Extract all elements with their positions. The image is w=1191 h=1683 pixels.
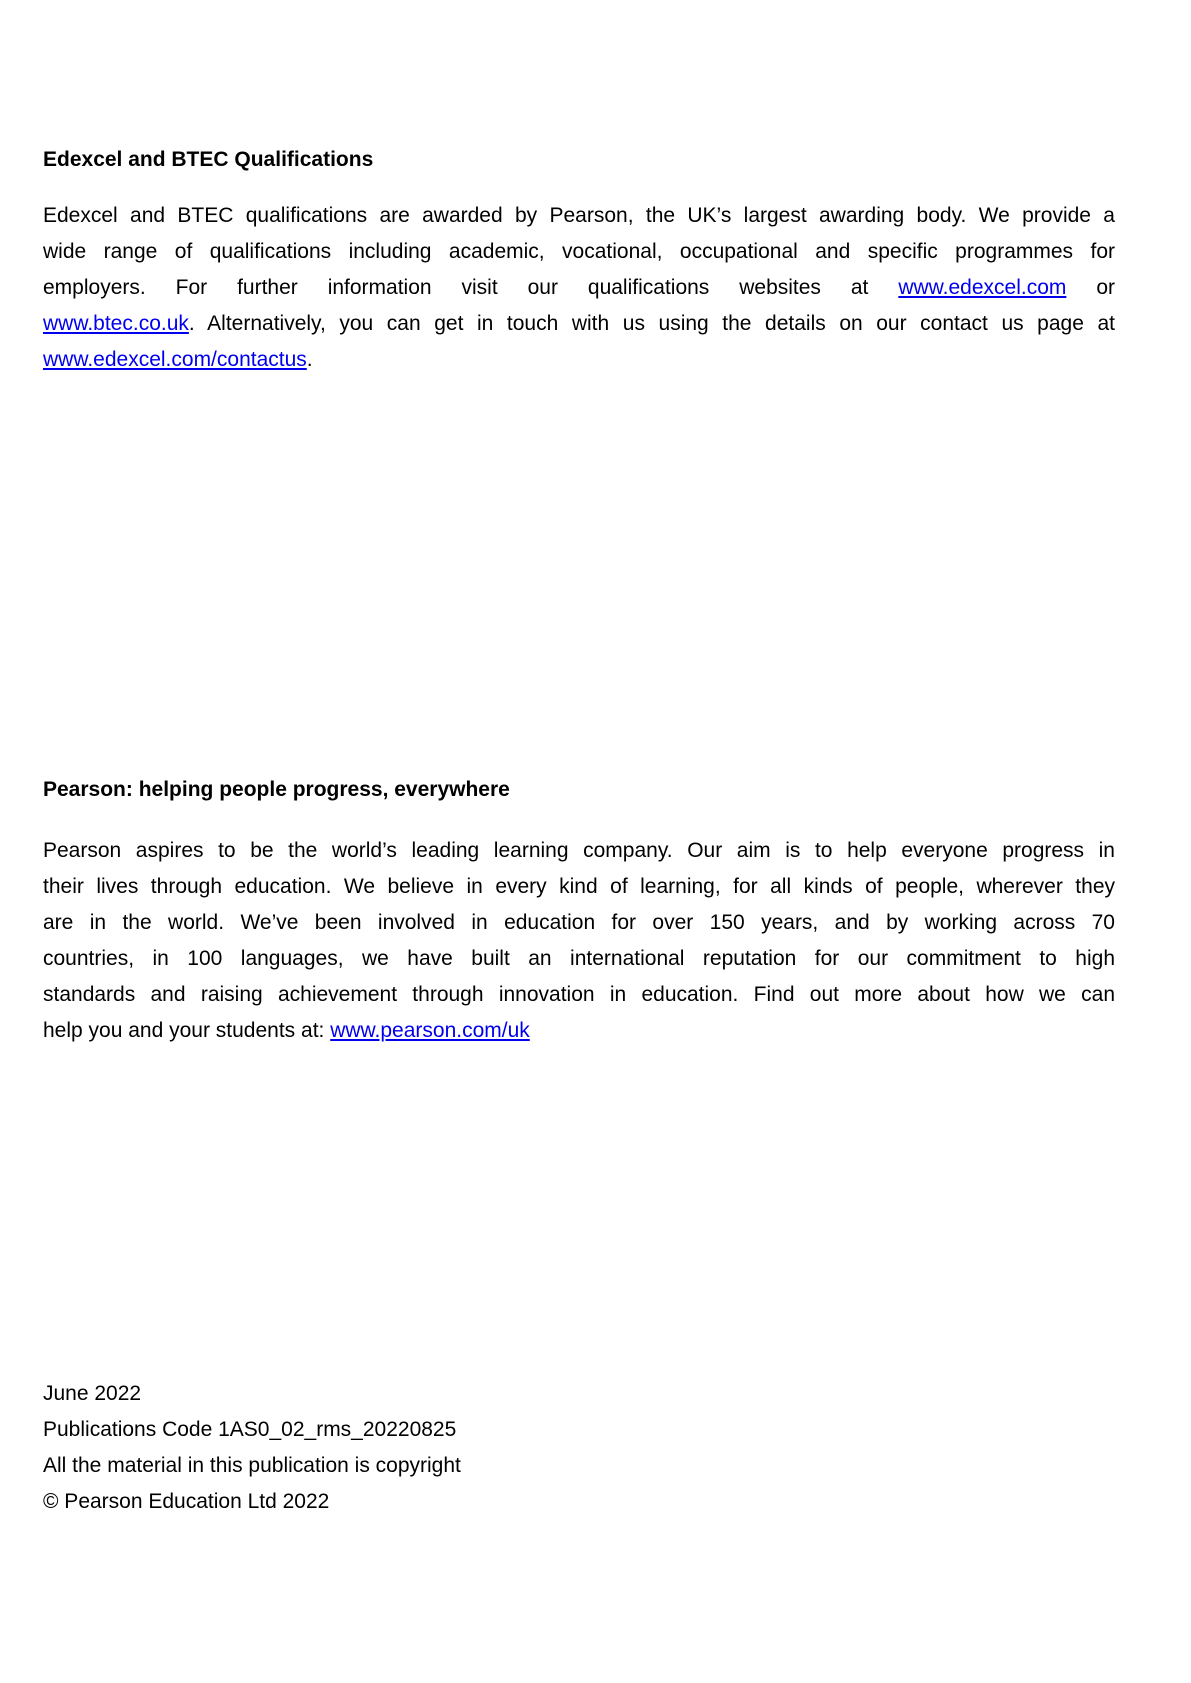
paragraph-line xyxy=(43,270,1115,306)
section-edexcel-btec xyxy=(43,142,1115,378)
section-heading: Pearson: helping people progress, everywhere xyxy=(43,778,510,801)
contactus-link[interactable]: www.edexcel.com/contactus xyxy=(43,348,307,371)
paragraph-line: Edexcel and BTEC qualifications are awarded by Pearson, the UK’s largest awarding body. We provide a xyxy=(43,204,1115,227)
copyright-note: All the material in this publication is copyright xyxy=(43,1454,461,1477)
pearson-link[interactable]: www.pearson.com/uk xyxy=(330,1019,530,1042)
text: employers. For further information visit our qualifications websites at xyxy=(43,276,899,299)
publication-code: Publications Code 1AS0_02_rms_20220825 xyxy=(43,1418,457,1441)
text: help you and your students at: xyxy=(43,1019,331,1042)
btec-link[interactable]: www.btec.co.uk xyxy=(43,312,189,335)
publication-date: June 2022 xyxy=(43,1382,142,1405)
paragraph-line: wide range of qualifications including academic, vocational, occupational and specific programmes for xyxy=(43,240,1115,263)
section-pearson xyxy=(43,772,1115,1049)
text: . xyxy=(306,348,313,371)
publication-footer xyxy=(43,1376,1115,1520)
text: . Alternatively, you can get in touch with us using the details on our contact us page at xyxy=(188,312,1115,335)
paragraph-line: are in the world. We’ve been involved in education for over 150 years, and by working across 70 xyxy=(43,911,1115,934)
edexcel-link[interactable]: www.edexcel.com xyxy=(898,276,1067,299)
paragraph-line xyxy=(43,1013,1115,1049)
paragraph-line: their lives through education. We believe in every kind of learning, for all kinds of people, wherever they xyxy=(43,875,1115,898)
paragraph-line xyxy=(43,342,1115,378)
paragraph-line: Pearson aspires to be the world’s leading learning company. Our aim is to help everyone progress in xyxy=(43,839,1115,862)
paragraph-line xyxy=(43,306,1115,342)
section-heading: Edexcel and BTEC Qualifications xyxy=(43,148,374,171)
paragraph-line: standards and raising achievement through innovation in education. Find out more about how we can xyxy=(43,983,1115,1006)
copyright: © Pearson Education Ltd 2022 xyxy=(43,1490,330,1513)
text: or xyxy=(1066,276,1115,299)
paragraph-line: countries, in 100 languages, we have built an international reputation for our commitment to high xyxy=(43,947,1115,970)
